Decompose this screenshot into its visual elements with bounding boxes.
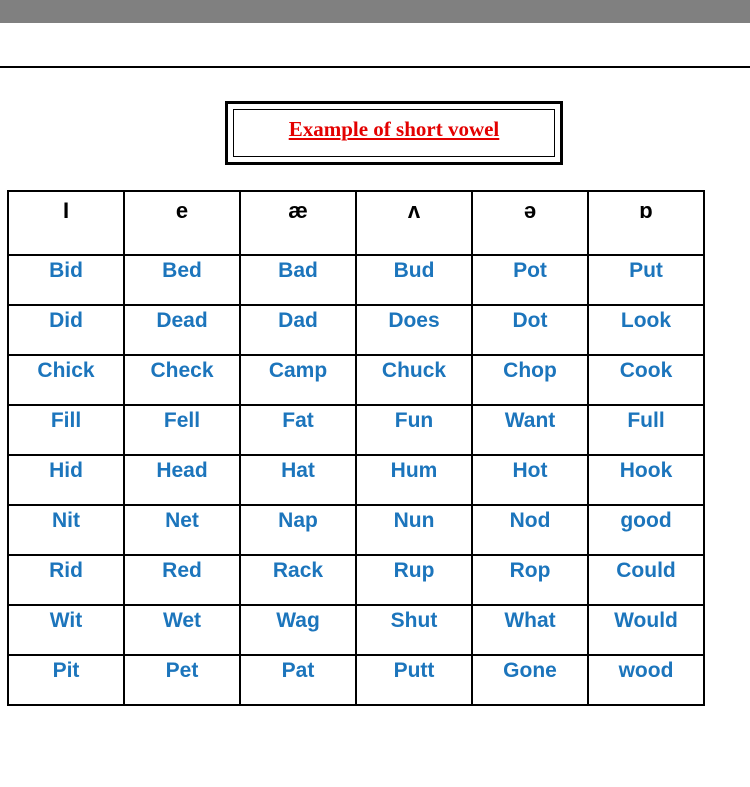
word-cell: Camp xyxy=(240,355,356,405)
table-row xyxy=(8,655,704,705)
title-box xyxy=(225,101,563,165)
header-rule xyxy=(0,66,750,68)
table-row xyxy=(8,455,704,505)
word-cell: Rid xyxy=(8,555,124,605)
word-cell: Bud xyxy=(356,255,472,305)
word-cell: Red xyxy=(124,555,240,605)
word-cell: Putt xyxy=(356,655,472,705)
word-cell: Chick xyxy=(8,355,124,405)
word-cell: Pit xyxy=(8,655,124,705)
header-cell: ʌ xyxy=(356,191,472,255)
top-band xyxy=(0,0,750,23)
header-cell: I xyxy=(8,191,124,255)
table-row xyxy=(8,555,704,605)
word-cell: Hum xyxy=(356,455,472,505)
word-cell: Check xyxy=(124,355,240,405)
word-cell: Wag xyxy=(240,605,356,655)
word-cell: Pet xyxy=(124,655,240,705)
word-cell: Dot xyxy=(472,305,588,355)
word-cell: Gone xyxy=(472,655,588,705)
word-cell: Nun xyxy=(356,505,472,555)
word-cell: Hook xyxy=(588,455,704,505)
word-cell: Bad xyxy=(240,255,356,305)
word-cell: Nod xyxy=(472,505,588,555)
word-cell: Chop xyxy=(472,355,588,405)
header-cell: æ xyxy=(240,191,356,255)
word-cell: Net xyxy=(124,505,240,555)
word-cell: Chuck xyxy=(356,355,472,405)
word-cell: Does xyxy=(356,305,472,355)
word-cell: Fat xyxy=(240,405,356,455)
word-cell: Rop xyxy=(472,555,588,605)
table-row xyxy=(8,355,704,405)
word-cell: Did xyxy=(8,305,124,355)
header-cell: ɒ xyxy=(588,191,704,255)
header-cell: ə xyxy=(472,191,588,255)
short-vowel-table xyxy=(7,190,705,706)
word-cell: Pot xyxy=(472,255,588,305)
word-cell: Rack xyxy=(240,555,356,605)
word-cell: Head xyxy=(124,455,240,505)
word-cell: wood xyxy=(588,655,704,705)
table-row xyxy=(8,505,704,555)
word-cell: Dead xyxy=(124,305,240,355)
header-row xyxy=(8,191,704,255)
word-cell: Rup xyxy=(356,555,472,605)
table-row xyxy=(8,405,704,455)
word-cell: good xyxy=(588,505,704,555)
title-box-inner xyxy=(233,109,555,157)
header-cell: e xyxy=(124,191,240,255)
table-row xyxy=(8,605,704,655)
word-cell: Would xyxy=(588,605,704,655)
word-cell: Wet xyxy=(124,605,240,655)
word-cell: Fill xyxy=(8,405,124,455)
word-cell: Full xyxy=(588,405,704,455)
word-cell: Dad xyxy=(240,305,356,355)
word-cell: Look xyxy=(588,305,704,355)
word-cell: Wit xyxy=(8,605,124,655)
word-cell: Nap xyxy=(240,505,356,555)
word-cell: Cook xyxy=(588,355,704,405)
page-title: Example of short vowel xyxy=(288,116,500,141)
word-cell: Nit xyxy=(8,505,124,555)
word-cell: What xyxy=(472,605,588,655)
word-cell: Fun xyxy=(356,405,472,455)
word-cell: Hid xyxy=(8,455,124,505)
word-cell: Fell xyxy=(124,405,240,455)
word-cell: Hot xyxy=(472,455,588,505)
word-cell: Shut xyxy=(356,605,472,655)
word-cell: Put xyxy=(588,255,704,305)
table-row xyxy=(8,305,704,355)
word-cell: Want xyxy=(472,405,588,455)
word-cell: Pat xyxy=(240,655,356,705)
word-cell: Bed xyxy=(124,255,240,305)
table-row xyxy=(8,255,704,305)
word-cell: Could xyxy=(588,555,704,605)
word-cell: Bid xyxy=(8,255,124,305)
word-cell: Hat xyxy=(240,455,356,505)
